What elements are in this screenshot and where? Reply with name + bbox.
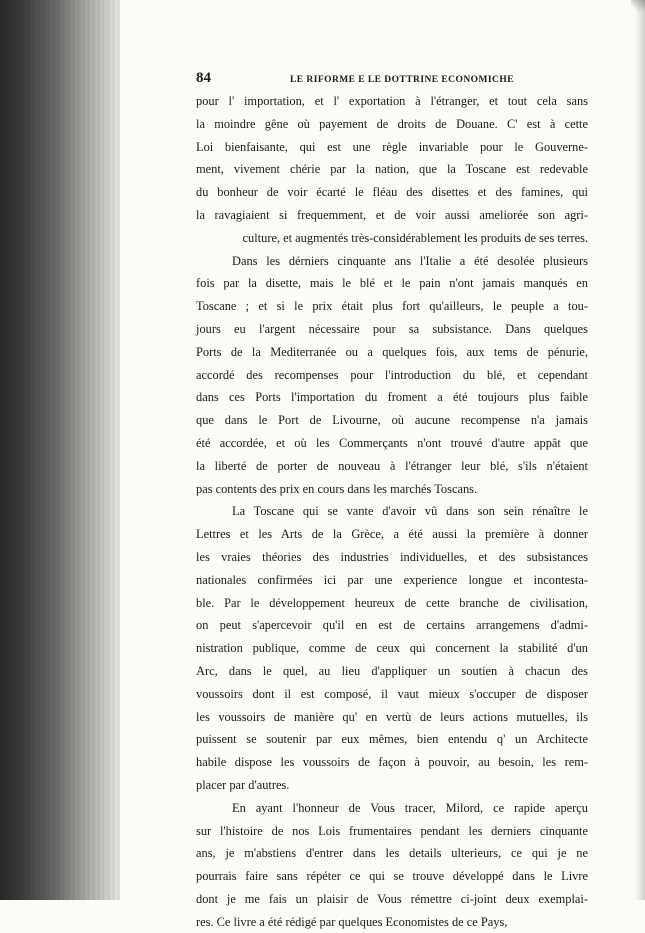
paragraph xyxy=(196,250,588,501)
text-line: ble. Par le développement heureux de cette branche de civilisation, xyxy=(196,595,588,610)
page-corner xyxy=(631,0,645,14)
page-edge xyxy=(635,0,645,900)
text-line: été accordée, et où les Commerçants n'ont trouvé d'autre appât que xyxy=(196,435,588,450)
text-line: En ayant l'honneur de Vous tracer, Milord, ce rapide aperçu xyxy=(232,800,588,815)
text-line: la liberté de porter de nouveau à l'étranger leur blé, s'ils n'étaient xyxy=(196,458,588,473)
text-line: sur l'histoire de nos Lois frumentaires pendant les derniers cinquante xyxy=(196,823,588,838)
paragraph xyxy=(196,90,588,250)
text-line: jours eu l'argent nécessaire pour sa subsistance. Dans quelques xyxy=(196,321,588,336)
text-line: La Toscane qui se vante d'avoir vû dans son sein rénaître le xyxy=(232,504,588,519)
text-line: pour l' importation, et l' exportation à l'étranger, et tout cela sans xyxy=(196,94,588,108)
text-line: voussoirs dont il est composé, il vaut mieux s'occuper de disposer xyxy=(196,686,588,701)
text-line: puissent se soutenir par eux mêmes, bien entendu q' un Architecte xyxy=(196,732,588,747)
text-line: Ports de la Mediterranée ou a quelques fois, aux tems de pénurie, xyxy=(196,344,588,359)
text-line: ans, je m'abstiens d'entrer dans les details ulterieurs, ce qui je ne xyxy=(196,846,588,861)
text-line: pourrais faire sans répéter ce qui se trouve développé dans le Livre xyxy=(196,869,588,884)
text-line: la moindre gêne où payement de droits de Douane. C' est à cette xyxy=(196,116,588,131)
text-line: les voussoirs de manière qu' en vertù de leurs actions mutuelles, ils xyxy=(196,709,588,724)
text-line: nistration publique, comme de ceux qui concernent la stabilité d'un xyxy=(196,641,588,656)
text-line: fois par la disette, mais le blé et le pain n'ont jamais manqués en xyxy=(196,276,588,291)
text-line: nationales confirmées ici par une experience longue et incontesta- xyxy=(196,572,588,587)
paragraph xyxy=(196,500,588,796)
text-line: que dans le Port de Livourne, où aucune recompense n'a jamais xyxy=(196,413,588,428)
text-line: ment, vivement chérie par la nation, que la Toscane est redevable xyxy=(196,162,588,177)
text-line: placer par d'autres. xyxy=(196,777,290,792)
text-line: Dans les dérniers cinquante ans l'Italie a été desolée plusieurs xyxy=(232,253,588,268)
book-page xyxy=(196,70,588,933)
running-head: LE RIFORME E LE DOTTRINE ECONOMICHE xyxy=(290,75,514,85)
text-line: habile dispose les voussoirs de façon à pouvoir, au besoin, les rem- xyxy=(196,755,588,770)
text-line: Arc, dans le quel, au lieu d'appliquer un soutien à chacun des xyxy=(196,663,588,678)
text-line: les vraies théories des industries individuelles, et des subsistances xyxy=(196,549,588,564)
text-line: dont je me fais un plaisir de Vous rémettre ci-joint deux exemplai- xyxy=(196,891,588,906)
body-text xyxy=(196,90,588,933)
text-line: culture, et augmentés très-considérablement les produits de ses terres. xyxy=(242,230,588,245)
text-line: Toscane ; et si le prix était plus fort qu'ailleurs, le peuple a tou- xyxy=(196,299,588,314)
text-line: Lettres et les Arts de la Grèce, a été aussi la première à donner xyxy=(196,527,588,542)
text-line: la ravagiaient si frequemment, et de voir aussi ameliorée son agri- xyxy=(196,207,588,222)
text-line: on peut s'apercevoir qu'il en est de certains arrangemens d'admi- xyxy=(196,618,588,633)
text-line: pas contents des prix en cours dans les marchés Toscans. xyxy=(196,481,478,496)
paragraph xyxy=(196,797,588,933)
text-line: du bonheur de voir écarté le fléau des disettes et des famines, qui xyxy=(196,185,588,200)
text-line: accordé des recompenses pour l'introduction du blé, et cependant xyxy=(196,367,588,382)
text-line: Loi bienfaisante, qui est une règle invariable pour le Gouverne- xyxy=(196,139,588,154)
text-line: res. Ce livre a été rédigé par quelques Economistes de ce Pays, xyxy=(196,914,508,929)
book-binding-shadow xyxy=(0,0,120,900)
text-line: dans ces Ports l'importation du froment a été toujours plus faible xyxy=(196,390,588,405)
page-header xyxy=(196,70,588,90)
page-number: 84 xyxy=(196,70,211,86)
